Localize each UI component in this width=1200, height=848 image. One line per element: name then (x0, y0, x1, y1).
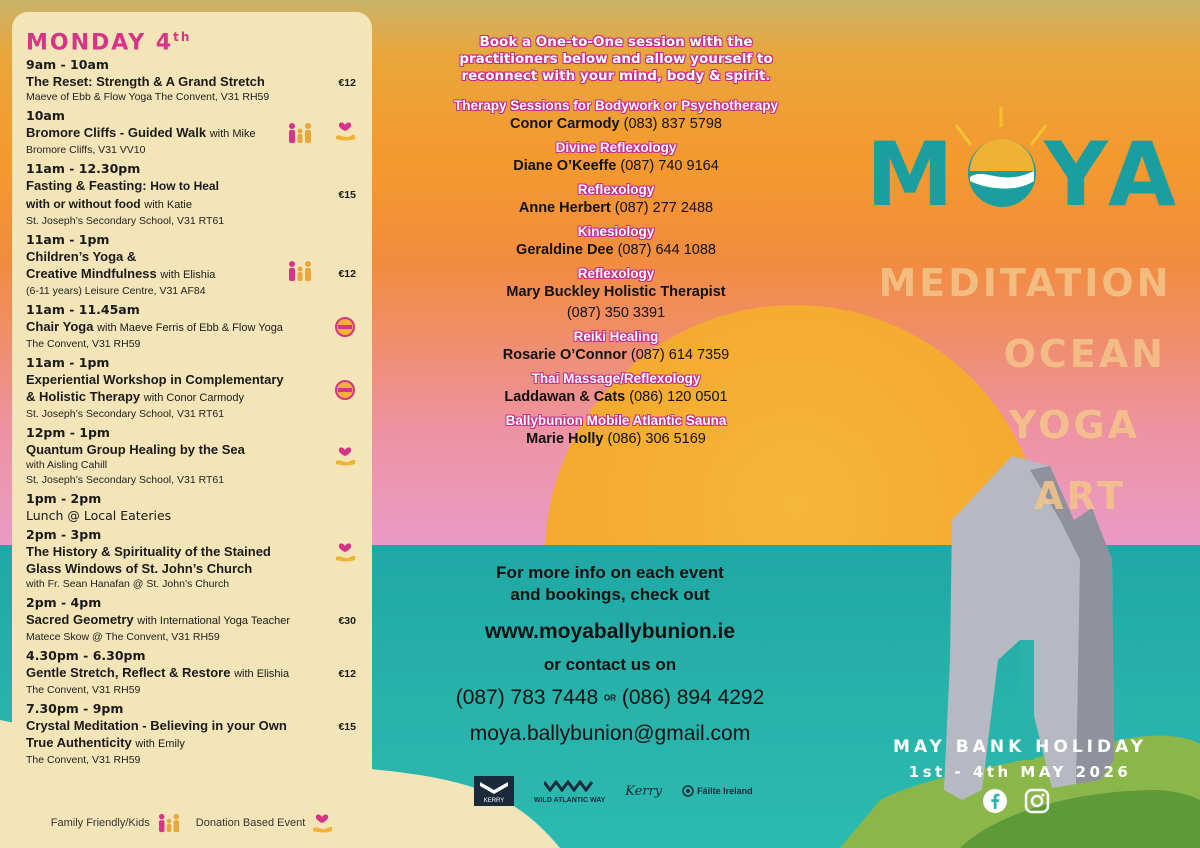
therapy-item (430, 97, 802, 135)
schedule-event (26, 232, 358, 299)
event-title-text: Quantum Group Healing by the Sea (26, 442, 245, 458)
therapist-contact (430, 429, 802, 450)
more-info-text (420, 562, 800, 606)
event-venue: Matece Skow @ The Convent, V31 RH59 (26, 631, 220, 644)
event-price: €15 (338, 189, 356, 202)
therapy-item (430, 139, 802, 177)
kerry-script-text: Kerry (625, 783, 663, 799)
event-title-line2 (26, 734, 308, 753)
contact-text: or contact us on (543, 655, 677, 674)
event-time: 4.30pm - 6.30pm (26, 648, 146, 664)
event-venue: (6-11 years) Leisure Centre, V31 AF84 (26, 285, 206, 298)
therapy-label: Kinesiology (577, 224, 655, 239)
therapist-phone[interactable]: (087) 644 1088 (617, 242, 716, 258)
schedule-event (26, 355, 358, 422)
therapy-label: Reflexology (577, 182, 655, 197)
therapist-contact (430, 156, 802, 177)
event-title-text: The Reset: Strength & A Grand Stretch (26, 74, 265, 90)
theme-word: OCEAN (1003, 332, 1166, 376)
event-title (26, 124, 308, 143)
schedule-event (26, 595, 358, 645)
schedule-event (26, 108, 358, 158)
event-title-text: Crystal Meditation - Believing in your Own (26, 718, 287, 734)
contact-phone-2[interactable]: (086) 894 4292 (621, 686, 765, 709)
sponsor-logos (474, 776, 753, 806)
schedule-event (26, 57, 358, 105)
schedule-event (26, 161, 358, 229)
event-time: 2pm - 3pm (26, 527, 102, 543)
event-title (26, 543, 308, 560)
event-title (26, 441, 308, 458)
event-title (26, 371, 308, 388)
therapy-label: Reflexology (577, 266, 655, 281)
event-title-text: & Holistic Therapy (26, 389, 141, 405)
legend-family-label: Family Friendly/Kids (50, 817, 150, 829)
event-price: €30 (338, 615, 356, 628)
theme-word: ART (1034, 474, 1126, 518)
event-price: €15 (338, 721, 356, 734)
day-title-suffix: th (173, 30, 192, 44)
booking-intro (430, 34, 802, 85)
event-time: 11am - 11.45am (26, 302, 140, 318)
event-time: 11am - 12.30pm (26, 161, 141, 177)
event-host: with Mike (209, 128, 256, 141)
more-info-line: For more info on each event (496, 563, 724, 582)
therapist-phone[interactable]: (086) 120 0501 (629, 389, 728, 405)
donation-heart-icon (311, 812, 333, 834)
event-price: €12 (338, 668, 356, 681)
therapist-contact (430, 345, 802, 366)
event-host: with Emily (135, 738, 185, 751)
therapist-phone[interactable]: (087) 350 3391 (566, 305, 666, 321)
therapist-name: Rosarie O’Connor (502, 347, 627, 363)
therapist-contact (430, 282, 802, 303)
event-title (26, 73, 308, 90)
free-badge-icon (334, 316, 356, 338)
more-info-line: and bookings, check out (510, 585, 710, 604)
event-price: €12 (338, 268, 356, 281)
legend-donation-label: Donation Based Event (195, 817, 306, 829)
event-title (26, 318, 308, 337)
event-title (26, 611, 308, 630)
contact-phones (420, 684, 800, 712)
email-link[interactable]: moya.ballybunion@gmail.com (469, 722, 751, 746)
kerry-box-logo-text: KERRY (483, 798, 505, 804)
event-banner (860, 736, 1180, 782)
therapy-label: Thai Massage/Reflexology (531, 371, 701, 386)
event-host: with Maeve Ferris of Ebb & Flow Yoga (97, 322, 283, 335)
schedule-event (26, 491, 358, 524)
wild-atlantic-way-logo (534, 779, 605, 804)
info-section (420, 562, 800, 748)
event-host: with Elishia (234, 668, 290, 681)
event-venue: The Convent, V31 RH59 (26, 684, 141, 697)
therapy-label: Divine Reflexology (555, 140, 677, 155)
theme-word: YOGA (1008, 403, 1140, 447)
event-time: 11am - 1pm (26, 232, 110, 248)
event-title (26, 717, 308, 734)
booking-intro-line: Book a One-to-One session with the (479, 34, 753, 50)
therapy-item (430, 265, 802, 324)
event-title-text: Chair Yoga (26, 319, 94, 335)
event-title (26, 248, 308, 265)
day-title-text: MONDAY 4 (26, 30, 174, 56)
wave-icon (544, 780, 596, 792)
event-dates: 1st - 4th MAY 2026 (908, 763, 1132, 781)
schedule-event (26, 648, 358, 698)
or-separator: OR (604, 693, 616, 703)
svg-text:A: A (1108, 123, 1176, 215)
therapy-item (430, 412, 802, 450)
event-host: with Katie (144, 199, 192, 212)
therapist-contact (430, 387, 802, 408)
event-time: 1pm - 2pm (26, 491, 102, 507)
event-title: Lunch @ Local Eateries (26, 508, 172, 524)
facebook-icon[interactable] (982, 788, 1008, 814)
website-link[interactable]: www.moyaballybunion.ie (484, 620, 736, 643)
kerry-box-logo (474, 776, 514, 806)
event-venue: The Convent, V31 RH59 (26, 338, 141, 351)
event-name: MAY BANK HOLIDAY (893, 737, 1147, 757)
therapist-phone[interactable]: (086) 306 5169 (607, 431, 706, 447)
svg-text:Y: Y (1044, 123, 1108, 215)
donation-heart-icon (334, 120, 356, 142)
kerry-script-logo (625, 784, 662, 799)
therapy-label: Reiki Healing (573, 329, 659, 344)
therapy-label: Therapy Sessions for Bodywork or Psychotherapy (453, 98, 779, 113)
therapist-contact (430, 240, 802, 261)
family-icon (156, 813, 182, 833)
event-title-text: Creative Mindfulness (26, 266, 157, 282)
therapy-item (430, 370, 802, 408)
event-venue: St. Joseph’s Secondary School, V31 RT61 (26, 408, 225, 421)
event-time: 9am - 10am (26, 57, 109, 73)
therapy-label: Ballybunion Mobile Atlantic Sauna (505, 413, 727, 428)
event-time: 2pm - 4pm (26, 595, 102, 611)
social-links (982, 788, 1050, 814)
schedule-event (26, 302, 358, 352)
event-title-text: Sacred Geometry (26, 612, 134, 628)
schedule-panel (12, 12, 372, 848)
event-title-text: Children’s Yoga & (26, 249, 137, 265)
schedule-event (26, 701, 358, 768)
event-title-line2 (26, 195, 308, 214)
donation-heart-icon (334, 445, 356, 467)
svg-text:M: M (866, 123, 954, 215)
moya-o-sun-wave-icon (968, 139, 1036, 207)
therapy-item (430, 181, 802, 219)
wild-atlantic-way-text: WILD ATLANTIC WAY (534, 796, 606, 804)
therapist-name: Laddawan & Cats (504, 389, 626, 405)
therapist-phone[interactable]: (083) 837 5798 (623, 116, 722, 132)
event-host: with International Yoga Teacher (137, 615, 290, 628)
event-title-text: Glass Windows of St. John’s Church (26, 561, 253, 577)
failte-mark-icon (682, 785, 694, 797)
event-title (26, 664, 308, 683)
icon-legend (12, 812, 372, 834)
booking-intro-line: practitioners below and allow yourself to (459, 51, 773, 67)
event-host: with Elishia (160, 269, 216, 282)
event-venue: Maeve of Ebb & Flow Yoga The Convent, V31 RH59 (26, 91, 270, 104)
event-time: 11am - 1pm (26, 355, 110, 371)
day-title (26, 30, 358, 55)
therapy-item (430, 223, 802, 261)
family-icon (286, 122, 314, 144)
therapist-phone-line (430, 303, 802, 324)
event-venue: Bromore Cliffs, V31 VV10 (26, 144, 146, 157)
event-host: with Aisling Cahill (26, 459, 108, 472)
event-time: 10am (26, 108, 65, 124)
failte-ireland-text: Fáilte Ireland (697, 786, 753, 796)
event-title-text: with or without food (26, 197, 141, 212)
event-title-text: True Authenticity (26, 735, 132, 751)
failte-ireland-logo (682, 785, 753, 797)
schedule-event (26, 425, 358, 488)
event-venue: The Convent, V31 RH59 (26, 754, 141, 767)
event-time: 7.30pm - 9pm (26, 701, 124, 717)
therapy-item (430, 328, 802, 366)
instagram-icon[interactable] (1024, 788, 1050, 814)
event-title-text: Gentle Stretch, Reflect & Restore (26, 665, 231, 681)
event-title-line2 (26, 388, 308, 407)
event-host: with Conor Carmody (143, 392, 245, 405)
moya-logo (866, 105, 1176, 215)
event-title-subtext: How to Heal (150, 179, 219, 194)
therapist-phone[interactable]: (087) 277 2488 (614, 200, 714, 216)
contact-phone-1[interactable]: (087) 783 7448 (455, 686, 599, 709)
donation-heart-icon (334, 541, 356, 563)
therapist-name: Mary Buckley Holistic Therapist (506, 284, 726, 300)
event-venue: St. Joseph’s Secondary School, V31 RT61 (26, 215, 225, 228)
event-title-text: Bromore Cliffs - Guided Walk (26, 125, 207, 141)
event-time: 12pm - 1pm (26, 425, 110, 441)
therapist-name: Geraldine Dee (516, 242, 614, 258)
booking-intro-line: reconnect with your mind, body & spirit. (461, 68, 771, 84)
schedule-event (26, 527, 358, 592)
therapist-name: Conor Carmody (510, 116, 620, 132)
event-title-line2 (26, 265, 308, 284)
event-price: €12 (338, 77, 356, 90)
event-title-line2 (26, 560, 308, 577)
free-badge-icon (334, 379, 356, 401)
therapist-phone[interactable]: (087) 614 7359 (630, 347, 730, 363)
therapist-contact (430, 114, 802, 135)
therapist-phone[interactable]: (087) 740 9164 (620, 158, 719, 174)
therapist-name: Anne Herbert (518, 200, 611, 216)
event-title-text: Fasting & Feasting: (26, 178, 147, 194)
theme-list (870, 248, 1180, 532)
event-venue: with Fr. Sean Hanafan @ St. John’s Church (26, 578, 230, 591)
event-title-text: Experiential Workshop in Complementary (26, 372, 284, 388)
event-venue: St. Joseph’s Secondary School, V31 RT61 (26, 474, 225, 487)
family-icon (286, 260, 314, 282)
therapist-name: Marie Holly (526, 431, 604, 447)
theme-word: MEDITATION (878, 261, 1172, 305)
therapist-name: Diane O’Keeffe (513, 158, 617, 174)
therapist-contact (430, 198, 802, 219)
event-title (26, 177, 308, 195)
moya-logo-text: MOYA (866, 105, 869, 106)
event-title-text: The History & Spirituality of the Stained (26, 544, 271, 560)
booking-section (430, 34, 802, 454)
